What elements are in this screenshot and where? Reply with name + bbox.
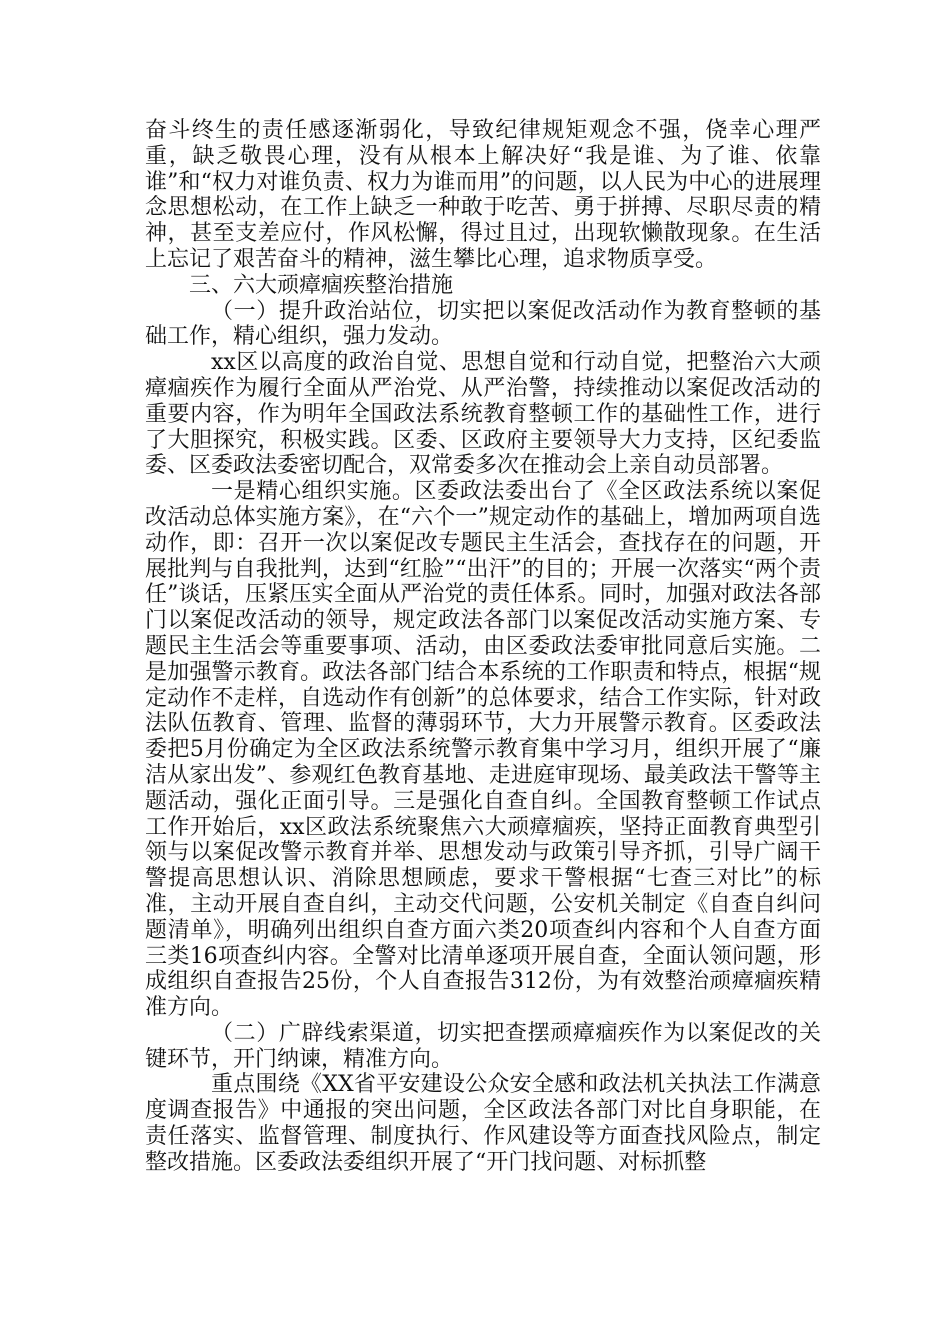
document-page (145, 118, 821, 1176)
subsection-heading-2: （二）广辟线索渠道，切实把查摆顽瘴痼疾作为以案促改的关键环节，开门纳谏，精准方向。 (145, 1020, 821, 1072)
paragraph-continuation: 奋斗终生的责任感逐渐弱化，导致纪律规矩观念不强，侥幸心理严重，缺乏敬畏心理，没有从根本上解决好“我是谁、为了谁、依靠谁”和“权力对谁负责、权力为谁而用”的问题，以人民为中心的进展理念思想松动，在工作上缺乏一种敢于吃苦、勇于拼搏、尽职尽责的精神，甚至支差应付，作风松懈，得过且过，出现软懒散现象。在生活上忘记了艰苦奋斗的精神，滋生攀比心理，追求物质享受。 (145, 118, 821, 272)
section-heading: 三、六大顽瘴痼疾整治措施 (189, 272, 454, 298)
paragraph-body: 一是精心组织实施。区委政法委出台了《全区政法系统以案促改活动总体实施方案》，在“六个一”规定动作的基础上，增加两项自选动作，即：召开一次以案促改专题民主生活会，查找存在的问题，开展批判与自我批判，达到“红脸”“出汗”的目的；开展一次落实“两个责任”谈话，压紧压实全面从严治党的责任体系。同时，加强对政法各部门以案促改活动的领导，规定政法各部门以案促改活动实施方案、专题民主生活会等重要事项、活动，由区委政法委审批同意后实施。二是加强警示教育。政法各部门结合本系统的工作职责和特点，根据“规定动作不走样，自选动作有创新”的总体要求，结合工作实际，针对政法队伍教育、管理、监督的薄弱环节，大力开展警示教育。区委政法委把5月份确定为全区政法系统警示教育集中学习月，组织开展了“廉洁从家出发”、参观红色教育基地、走进庭审现场、最美政法干警等主题活动，强化正面引导。三是强化自查自纠。全国教育整顿工作试点工作开始后，xx区政法系统聚焦六大顽瘴痼疾，坚持正面教育典型引领与以案促改警示教育并举、思想发动与政策引导齐抓，引导广阔干警提高思想认识、消除思想顾虑，要求干警根据“七查三对比”的标准，主动开展自查自纠，主动交代问题，公安机关制定《自查自纠问题清单》，明确列出组织自查方面六类20项查纠内容和个人自查方面三类16项查纠内容。全警对比清单逐项开展自查，全面认领问题，形成组织自查报告25份，个人自查报告312份，为有效整治顽瘴痼疾精准方向。 (145, 479, 821, 1021)
subsection-heading-1: （一）提升政治站位，切实把以案促改活动作为教育整顿的基础工作，精心组织，强力发动。 (145, 298, 821, 350)
paragraph-body: 重点围绕《XX省平安建设公众安全感和政法机关执法工作满意度调查报告》中通报的突出问题，全区政法各部门对比自身职能，在责任落实、监督管理、制度执行、作风建设等方面查找风险点，制定整改措施。区委政法委组织开展了“开门找问题、对标抓整 (145, 1072, 821, 1175)
paragraph-body: xx区以高度的政治自觉、思想自觉和行动自觉，把整治六大顽瘴痼疾作为履行全面从严治党、从严治警，持续推动以案促改活动的重要内容，作为明年全国政法系统教育整顿工作的基础性工作，进行了大胆探究，积极实践。区委、区政府主要领导大力支持，区纪委监委、区委政法委密切配合，双常委多次在推动会上亲自动员部署。 (145, 350, 821, 479)
